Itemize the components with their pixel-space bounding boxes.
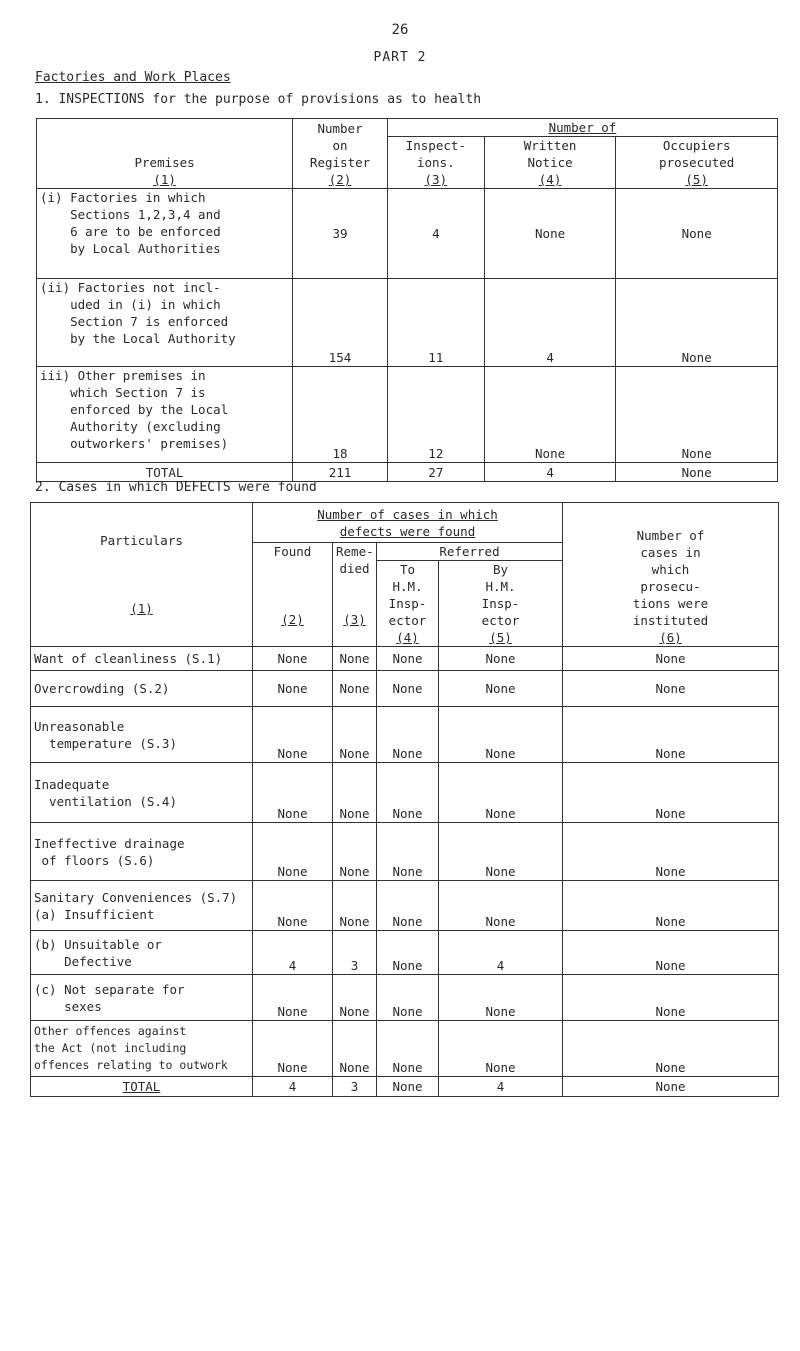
remedied-cell: None	[333, 707, 377, 763]
notices-total: 4	[484, 463, 616, 482]
inspections-heading: 1. INSPECTIONS for the purpose of provisions as to health	[35, 92, 482, 107]
remedied-cell: None	[333, 881, 377, 931]
to-hm-cell: None	[377, 881, 439, 931]
register-cell: 18	[293, 367, 388, 463]
to-hm-cell: None	[377, 763, 439, 823]
particular-cell: Want of cleanliness (S.1)	[31, 647, 253, 671]
table-row	[37, 367, 778, 463]
premises-header: Premises (1)	[37, 119, 293, 189]
written-notices-header: Written Notice (4)	[484, 137, 616, 189]
by-hm-cell: None	[439, 823, 563, 881]
premises-cell: (ii) Factories not incl- uded in (i) in which Section 7 is enforced by the Local Authority	[37, 279, 293, 367]
found-cell: None	[253, 763, 333, 823]
register-total: 211	[293, 463, 388, 482]
found-cell: None	[253, 975, 333, 1021]
table-row	[31, 823, 779, 881]
table-row	[31, 763, 779, 823]
table-row	[31, 975, 779, 1021]
prosecuted-cell: None	[616, 367, 778, 463]
by-hm-cell: None	[439, 1021, 563, 1077]
by-hm-cell: None	[439, 671, 563, 707]
remedied-cell: 3	[333, 931, 377, 975]
prosecutions-cell: None	[563, 671, 779, 707]
remedied-cell: None	[333, 763, 377, 823]
premises-cell: (i) Factories in which Sections 1,2,3,4 and 6 are to be enforced by Local Authorities	[37, 189, 293, 279]
number-of-header: Number of	[387, 119, 777, 137]
remedied-total: 3	[333, 1077, 377, 1097]
prosecutions-cell: None	[563, 763, 779, 823]
inspections-table	[36, 118, 778, 482]
to-hm-cell: None	[377, 823, 439, 881]
to-hm-total: None	[377, 1077, 439, 1097]
notices-cell: None	[484, 367, 616, 463]
found-cell: None	[253, 707, 333, 763]
found-cell: None	[253, 881, 333, 931]
notices-cell: 4	[484, 279, 616, 367]
page-number: 26	[391, 22, 409, 38]
prosecutions-total: None	[563, 1077, 779, 1097]
to-hm-cell: None	[377, 1021, 439, 1077]
register-header: Number on Register (2)	[293, 119, 388, 189]
by-hm-cell: None	[439, 881, 563, 931]
to-hm-cell: None	[377, 671, 439, 707]
by-hm-cell: 4	[439, 931, 563, 975]
occupiers-prosecuted-header: Occupiers prosecuted (5)	[616, 137, 778, 189]
remedied-cell: None	[333, 1021, 377, 1077]
particular-cell: (c) Not separate for sexes	[31, 975, 253, 1021]
table-row	[31, 671, 779, 707]
by-hm-cell: None	[439, 647, 563, 671]
inspections-cell: 11	[387, 279, 484, 367]
particular-cell: Inadequate ventilation (S.4)	[31, 763, 253, 823]
particulars-header: Particulars (1)	[31, 503, 253, 647]
found-cell: 4	[253, 931, 333, 975]
remedied-cell: None	[333, 975, 377, 1021]
total-row	[37, 463, 778, 482]
prosecuted-cell: None	[616, 279, 778, 367]
found-cell: None	[253, 647, 333, 671]
prosecutions-cell: None	[563, 881, 779, 931]
notices-cell: None	[484, 189, 616, 279]
by-hm-inspector-header: By H.M. Insp- ector (5)	[439, 561, 563, 647]
by-hm-cell: None	[439, 763, 563, 823]
prosecutions-cell: None	[563, 1021, 779, 1077]
number-of-cases-header: Number of cases in which defects were found	[253, 503, 563, 543]
prosecutions-cell: None	[563, 975, 779, 1021]
prosecutions-header: Number of cases in which prosecu- tions were instituted (6)	[563, 503, 779, 647]
register-cell: 39	[293, 189, 388, 279]
inspections-cell: 12	[387, 367, 484, 463]
found-total: 4	[253, 1077, 333, 1097]
remedied-cell: None	[333, 647, 377, 671]
by-hm-total: 4	[439, 1077, 563, 1097]
prosecutions-cell: None	[563, 931, 779, 975]
remedied-cell: None	[333, 671, 377, 707]
inspections-cell: 4	[387, 189, 484, 279]
part-heading: PART 2	[373, 50, 427, 65]
prosecuted-total: None	[616, 463, 778, 482]
particular-cell: Sanitary Conveniences (S.7) (a) Insufficient	[31, 881, 253, 931]
referred-header: Referred	[377, 543, 563, 561]
found-cell: None	[253, 1021, 333, 1077]
register-cell: 154	[293, 279, 388, 367]
inspections-total: 27	[387, 463, 484, 482]
total-label: TOTAL	[37, 463, 293, 482]
remedied-cell: None	[333, 823, 377, 881]
to-hm-cell: None	[377, 647, 439, 671]
total-row	[31, 1077, 779, 1097]
particular-cell: Unreasonable temperature (S.3)	[31, 707, 253, 763]
prosecuted-cell: None	[616, 189, 778, 279]
prosecutions-cell: None	[563, 647, 779, 671]
prosecutions-cell: None	[563, 707, 779, 763]
found-header: Found (2)	[253, 543, 333, 647]
remedied-header: Reme- died (3)	[333, 543, 377, 647]
table-row	[31, 931, 779, 975]
defects-table	[30, 502, 779, 1097]
table-row	[37, 189, 778, 279]
table-row	[31, 647, 779, 671]
particular-cell: Overcrowding (S.2)	[31, 671, 253, 707]
found-cell: None	[253, 671, 333, 707]
particular-cell: Other offences against the Act (not including offences relating to outwork	[31, 1021, 253, 1077]
particular-cell: (b) Unsuitable or Defective	[31, 931, 253, 975]
table-row	[31, 707, 779, 763]
to-hm-cell: None	[377, 707, 439, 763]
defects-heading: 2. Cases in which DEFECTS were found	[35, 480, 317, 495]
by-hm-cell: None	[439, 975, 563, 1021]
total-label: TOTAL	[31, 1077, 253, 1097]
to-hm-cell: None	[377, 931, 439, 975]
section-title: Factories and Work Places	[35, 70, 231, 85]
premises-cell: iii) Other premises in which Section 7 is enforced by the Local Authority (excluding outworkers' premises)	[37, 367, 293, 463]
table-row	[31, 881, 779, 931]
table-row	[31, 1021, 779, 1077]
table-row	[37, 279, 778, 367]
by-hm-cell: None	[439, 707, 563, 763]
to-hm-cell: None	[377, 975, 439, 1021]
prosecutions-cell: None	[563, 823, 779, 881]
found-cell: None	[253, 823, 333, 881]
particular-cell: Ineffective drainage of floors (S.6)	[31, 823, 253, 881]
to-hm-inspector-header: To H.M. Insp- ector (4)	[377, 561, 439, 647]
inspections-header: Inspect- ions. (3)	[387, 137, 484, 189]
